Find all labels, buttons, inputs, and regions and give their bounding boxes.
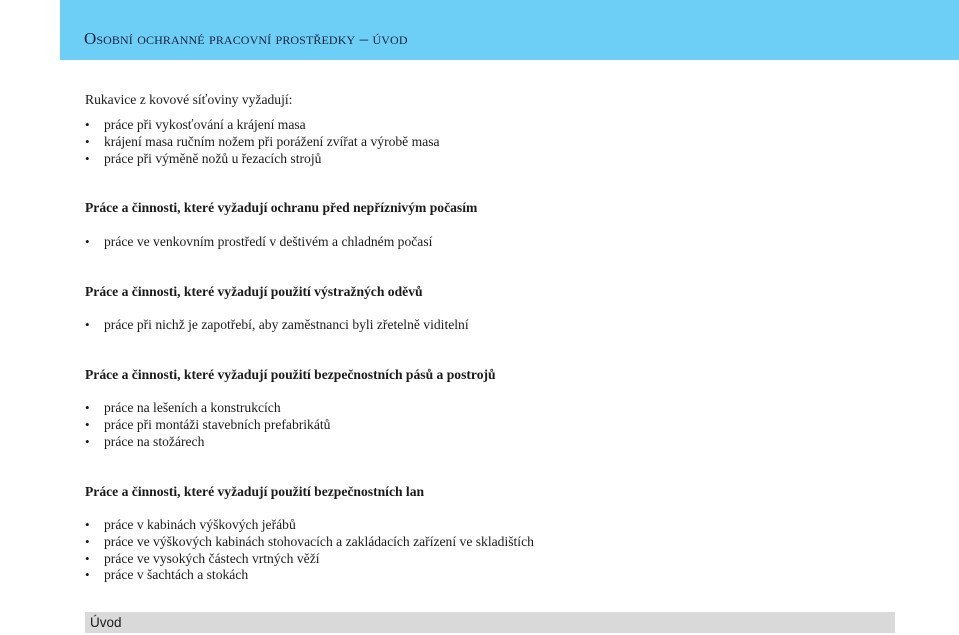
list-item	[85, 417, 330, 434]
list-item	[85, 117, 440, 134]
bullet-icon: •	[85, 150, 90, 166]
list-item-text: práce v šachtách a stokách	[104, 567, 249, 583]
bullet-icon: •	[85, 317, 90, 332]
bullet-icon: •	[85, 133, 90, 149]
bullet-icon: •	[85, 533, 90, 549]
list-item-text: práce v kabinách výškových jeřábů	[104, 517, 296, 532]
bullet-icon: •	[85, 567, 90, 583]
intro-text: Rukavice z kovové síťoviny vyžadují:	[85, 92, 293, 107]
list-item	[85, 151, 440, 168]
list-item-text: práce při nichž je zapotřebí, aby zaměstnanci byli zřetelně viditelní	[104, 317, 469, 332]
section-list-hi-vis	[85, 317, 469, 334]
bullet-icon: •	[85, 433, 90, 449]
list-item	[85, 567, 534, 584]
page-title: Osobní ochranné pracovní prostředky – úvod	[84, 29, 408, 48]
section-list-harness	[85, 400, 330, 450]
list-item	[85, 551, 534, 568]
list-item-text: práce ve vysokých částech vrtných věží	[104, 550, 320, 566]
footer-bar	[85, 612, 895, 633]
footer-section-label: Úvod	[90, 615, 122, 630]
section-heading-ropes: Práce a činnosti, které vyžadují použití bezpečnostních lan	[85, 484, 425, 499]
section-list-weather	[85, 234, 432, 251]
list-item-text: krájení masa ručním nožem při porážení zvířat a výrobě masa	[104, 133, 440, 149]
section-heading-hi-vis: Práce a činnosti, které vyžadují použití výstražných oděvů	[85, 284, 423, 299]
intro-list	[85, 117, 440, 167]
bullet-icon: •	[85, 234, 90, 249]
section-heading-harness: Práce a činnosti, které vyžadují použití bezpečnostních pásů a postrojů	[85, 367, 496, 382]
list-item	[85, 317, 469, 334]
list-item-text: práce při výměně nožů u řezacích strojů	[104, 150, 322, 166]
list-item-text: práce na stožárech	[104, 433, 205, 449]
bullet-icon: •	[85, 517, 90, 532]
list-item-text: práce při vykosťování a krájení masa	[104, 117, 306, 132]
header-bar	[60, 0, 959, 60]
section-heading-weather: Práce a činnosti, které vyžadují ochranu před nepříznivým počasím	[85, 200, 478, 215]
list-item-text: práce na lešeních a konstrukcích	[104, 400, 281, 415]
list-item	[85, 534, 534, 551]
bullet-icon: •	[85, 416, 90, 432]
section-list-ropes	[85, 517, 534, 584]
bullet-icon: •	[85, 550, 90, 566]
list-item	[85, 434, 330, 451]
list-item-text: práce ve venkovním prostředí v deštivém a chladném počasí	[104, 234, 433, 249]
bullet-icon: •	[85, 400, 90, 415]
list-item	[85, 134, 440, 151]
bullet-icon: •	[85, 117, 90, 132]
list-item	[85, 234, 432, 251]
list-item-text: práce ve výškových kabinách stohovacích a zakládacích zařízení ve skladištích	[104, 533, 534, 549]
list-item	[85, 517, 534, 534]
list-item	[85, 400, 330, 417]
list-item-text: práce při montáži stavebních prefabrikátů	[104, 416, 331, 432]
